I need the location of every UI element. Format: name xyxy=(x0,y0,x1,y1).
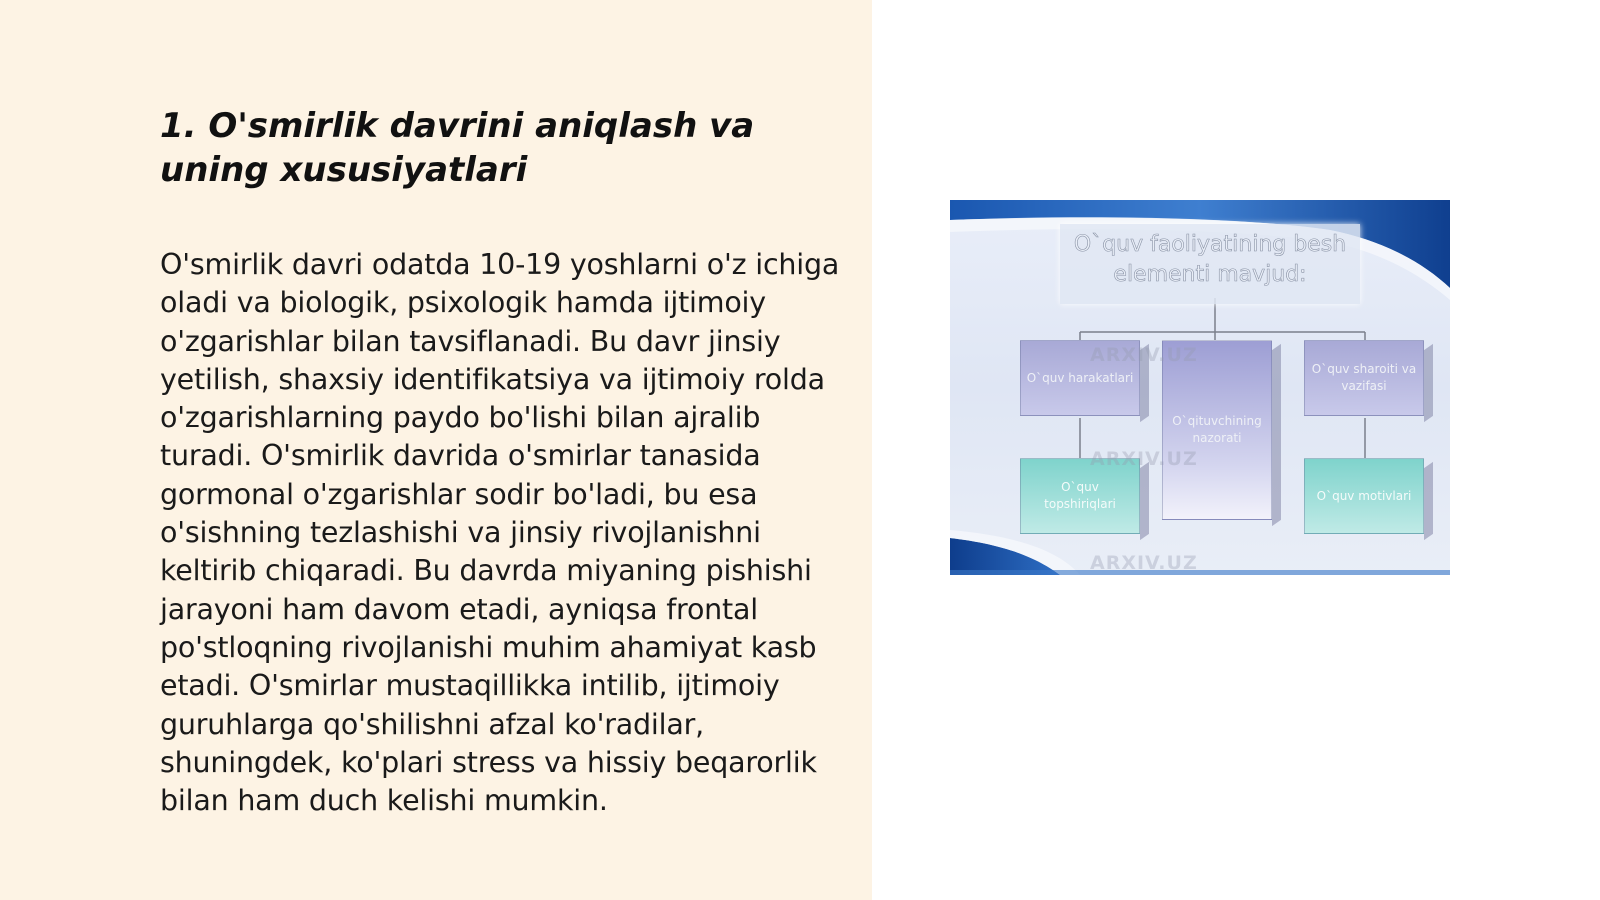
node-center: O`qituvchining nazorati xyxy=(1162,340,1272,520)
watermark: ARXIV.UZ xyxy=(1090,552,1198,574)
node-bottom-right: O`quv motivlari xyxy=(1304,458,1424,534)
diagram-title: O`quv faoliyatining besh elementi mavjud: xyxy=(1060,224,1360,304)
slide-body-text: O'smirlik davri odatda 10-19 yoshlarni o'z ichiga oladi va biologik, psixologik hamda ijtimoiy o'zgarishlar bilan tavsiflanadi. Bu davr jinsiy yetilish, shaxsiy identifikatsiya va ijtimoiy rolda o'zgarishlarning paydo bo'lishi bilan ajralib turadi. O'smirlik davrida o'smirlar tanasida gormonal o'zgarishlar sodir bo'ladi, bu esa o'sishning tezlashishi va jinsiy rivojlanishni keltirib chiqaradi. Bu davrda miyaning pishishi jarayoni ham davom etadi, ayniqsa frontal po'stloqning rivojlanishi muhim ahamiyat kasb etadi. O'smirlar mustaqillikka intilib, ijtimoiy guruhlarga qo'shilishni afzal ko'radilar, shuningdek, ko'plari stress va hissiy beqarorlik bilan ham duch kelishi mumkin. xyxy=(160,248,840,818)
watermark: ARXIV.UZ xyxy=(1090,448,1198,470)
watermark: ARXIV.UZ xyxy=(1090,344,1198,366)
node-top-left: O`quv harakatlari xyxy=(1020,340,1140,416)
node-top-right: O`quv sharoiti va vazifasi xyxy=(1304,340,1424,416)
diagram-image xyxy=(950,200,1450,575)
slide-title: 1. O'smirlik davrini aniqlash va uning xususiyatlari xyxy=(160,106,755,190)
node-bottom-left: O`quv topshiriqlari xyxy=(1020,458,1140,534)
